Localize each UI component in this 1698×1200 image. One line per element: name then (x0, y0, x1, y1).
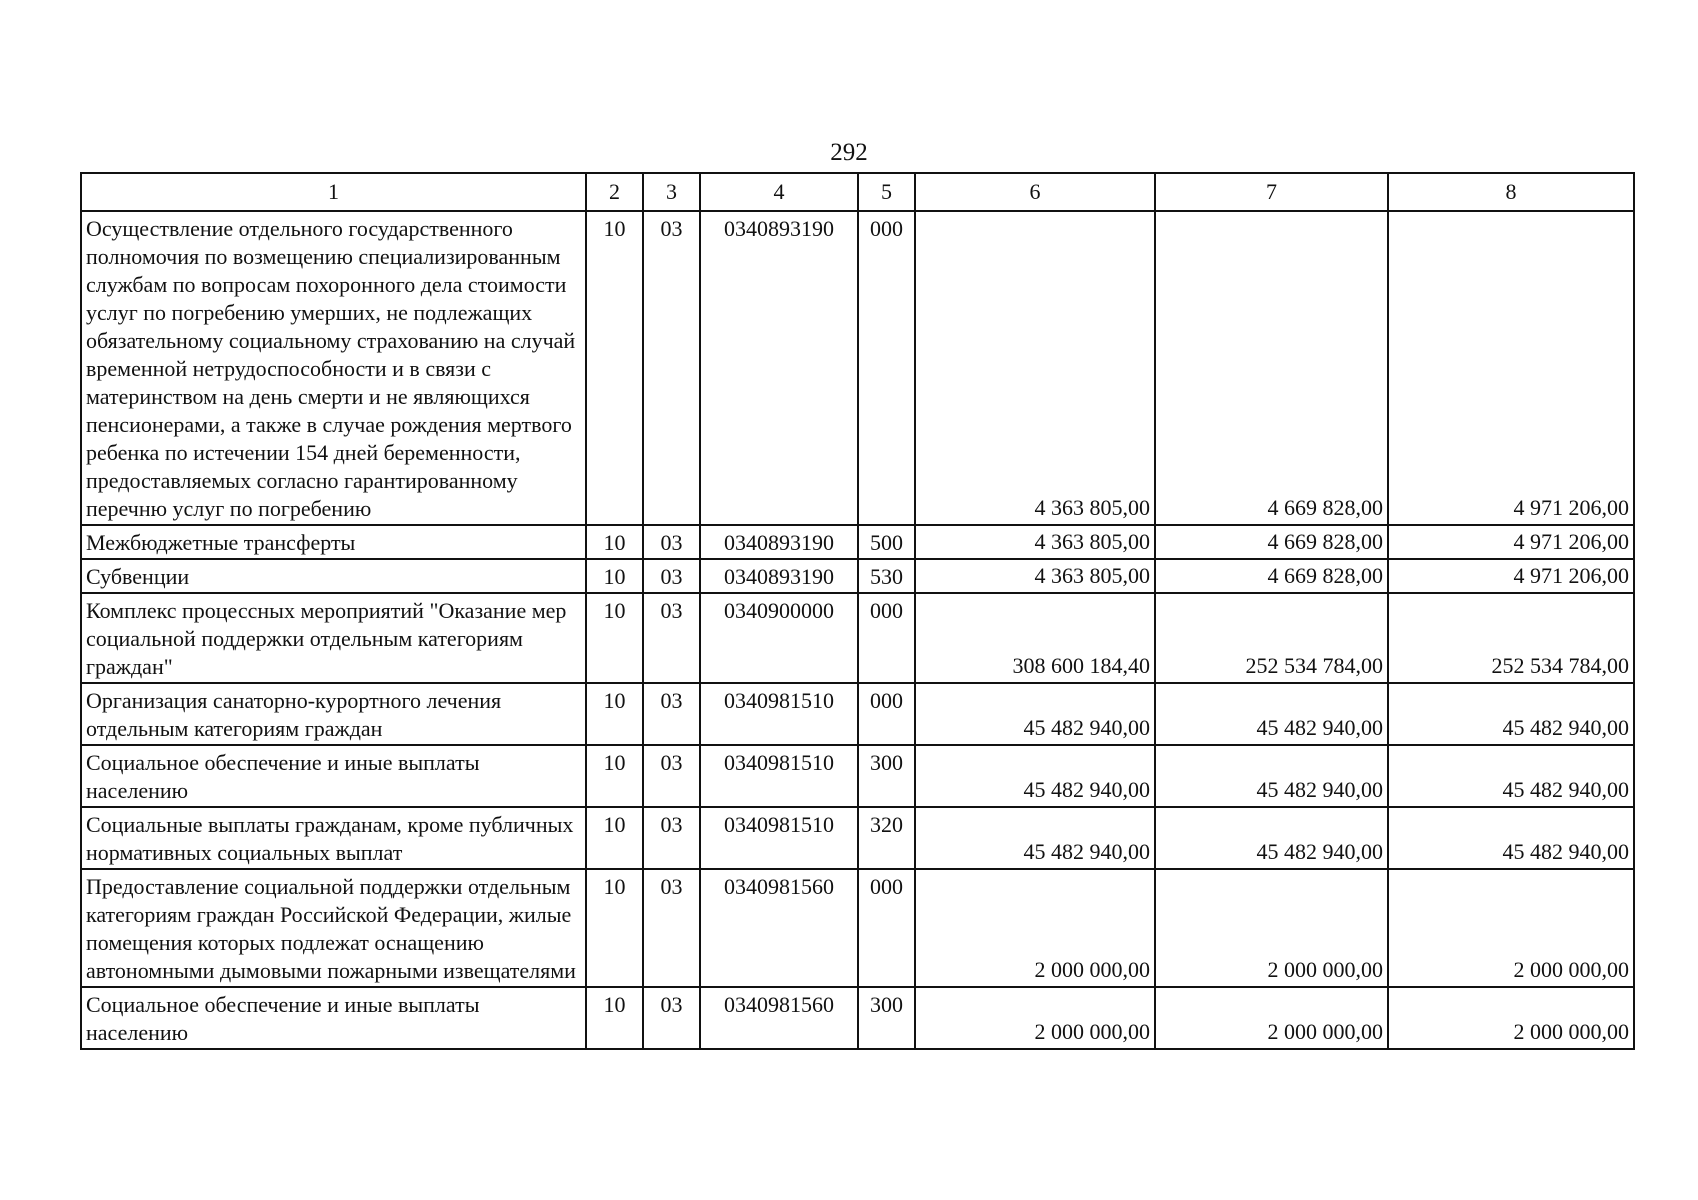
row-name: Социальное обеспечение и иные выплаты населению (81, 745, 586, 807)
amount-col7: 4 669 828,00 (1155, 559, 1388, 593)
amount-col8: 2 000 000,00 (1388, 869, 1634, 987)
section-code: 10 (586, 525, 643, 559)
table-row (81, 807, 1634, 869)
amount-col6: 4 363 805,00 (915, 559, 1155, 593)
subsection-code: 03 (643, 807, 700, 869)
subsection-code: 03 (643, 683, 700, 745)
target-article-code: 0340900000 (700, 593, 858, 683)
amount-col7: 45 482 940,00 (1155, 807, 1388, 869)
expense-type-code: 320 (858, 807, 915, 869)
subsection-code: 03 (643, 559, 700, 593)
target-article-code: 0340981560 (700, 869, 858, 987)
section-code: 10 (586, 683, 643, 745)
section-code: 10 (586, 987, 643, 1049)
row-name: Предоставление социальной поддержки отдельным категориям граждан Российской Федерации, жилые помещения которых подлежат оснащению автономными дымовыми пожарными извещателями (81, 869, 586, 987)
section-code: 10 (586, 559, 643, 593)
expense-type-code: 000 (858, 211, 915, 525)
target-article-code: 0340893190 (700, 525, 858, 559)
column-header: 5 (858, 173, 915, 211)
amount-col6: 45 482 940,00 (915, 683, 1155, 745)
expense-type-code: 000 (858, 683, 915, 745)
amount-col6: 4 363 805,00 (915, 211, 1155, 525)
target-article-code: 0340893190 (700, 559, 858, 593)
column-header: 7 (1155, 173, 1388, 211)
amount-col7: 2 000 000,00 (1155, 987, 1388, 1049)
amount-col8: 4 971 206,00 (1388, 525, 1634, 559)
column-header: 4 (700, 173, 858, 211)
amount-col8: 45 482 940,00 (1388, 807, 1634, 869)
budget-table (80, 172, 1635, 1050)
table-row (81, 593, 1634, 683)
page-number: 292 (830, 139, 868, 166)
amount-col8: 45 482 940,00 (1388, 745, 1634, 807)
subsection-code: 03 (643, 745, 700, 807)
table-row (81, 987, 1634, 1049)
row-name: Комплекс процессных мероприятий "Оказание мер социальной поддержки отдельным категориям граждан" (81, 593, 586, 683)
section-code: 10 (586, 807, 643, 869)
row-name: Осуществление отдельного государственного полномочия по возмещению специализированным службам по вопросам похоронного дела стоимости услуг по погребению умерших, не подлежащих обязательному социальному страхованию на случай временной нетрудоспособности и в связи с материнством на день смерти и не являющихся пенсионерами, а также в случае рождения мертвого ребенка по истечении 154 дней беременности, предоставляемых согласно гарантированному перечню услуг по погребению (81, 211, 586, 525)
expense-type-code: 300 (858, 745, 915, 807)
subsection-code: 03 (643, 593, 700, 683)
amount-col6: 2 000 000,00 (915, 869, 1155, 987)
subsection-code: 03 (643, 525, 700, 559)
target-article-code: 0340981510 (700, 745, 858, 807)
subsection-code: 03 (643, 869, 700, 987)
subsection-code: 03 (643, 987, 700, 1049)
row-name: Организация санаторно-курортного лечения отдельным категориям граждан (81, 683, 586, 745)
amount-col6: 2 000 000,00 (915, 987, 1155, 1049)
row-name: Социальное обеспечение и иные выплаты населению (81, 987, 586, 1049)
header-row (81, 173, 1634, 211)
amount-col6: 45 482 940,00 (915, 807, 1155, 869)
amount-col8: 2 000 000,00 (1388, 987, 1634, 1049)
column-header: 1 (81, 173, 586, 211)
amount-col6: 308 600 184,40 (915, 593, 1155, 683)
column-header: 6 (915, 173, 1155, 211)
table-row (81, 683, 1634, 745)
expense-type-code: 000 (858, 593, 915, 683)
expense-type-code: 530 (858, 559, 915, 593)
expense-type-code: 500 (858, 525, 915, 559)
target-article-code: 0340893190 (700, 211, 858, 525)
amount-col7: 4 669 828,00 (1155, 211, 1388, 525)
row-name: Межбюджетные трансферты (81, 525, 586, 559)
row-name: Субвенции (81, 559, 586, 593)
section-code: 10 (586, 745, 643, 807)
amount-col8: 45 482 940,00 (1388, 683, 1634, 745)
target-article-code: 0340981510 (700, 807, 858, 869)
amount-col8: 4 971 206,00 (1388, 559, 1634, 593)
table-row (81, 525, 1634, 559)
column-header: 3 (643, 173, 700, 211)
target-article-code: 0340981510 (700, 683, 858, 745)
table-row (81, 869, 1634, 987)
amount-col6: 45 482 940,00 (915, 745, 1155, 807)
amount-col7: 2 000 000,00 (1155, 869, 1388, 987)
expense-type-code: 000 (858, 869, 915, 987)
amount-col8: 252 534 784,00 (1388, 593, 1634, 683)
section-code: 10 (586, 211, 643, 525)
section-code: 10 (586, 593, 643, 683)
amount-col7: 45 482 940,00 (1155, 683, 1388, 745)
target-article-code: 0340981560 (700, 987, 858, 1049)
subsection-code: 03 (643, 211, 700, 525)
table-row (81, 559, 1634, 593)
expense-type-code: 300 (858, 987, 915, 1049)
amount-col6: 4 363 805,00 (915, 525, 1155, 559)
column-header: 2 (586, 173, 643, 211)
amount-col8: 4 971 206,00 (1388, 211, 1634, 525)
row-name: Социальные выплаты гражданам, кроме публичных нормативных социальных выплат (81, 807, 586, 869)
amount-col7: 4 669 828,00 (1155, 525, 1388, 559)
column-header: 8 (1388, 173, 1634, 211)
section-code: 10 (586, 869, 643, 987)
amount-col7: 45 482 940,00 (1155, 745, 1388, 807)
amount-col7: 252 534 784,00 (1155, 593, 1388, 683)
table-row (81, 211, 1634, 525)
table-row (81, 745, 1634, 807)
